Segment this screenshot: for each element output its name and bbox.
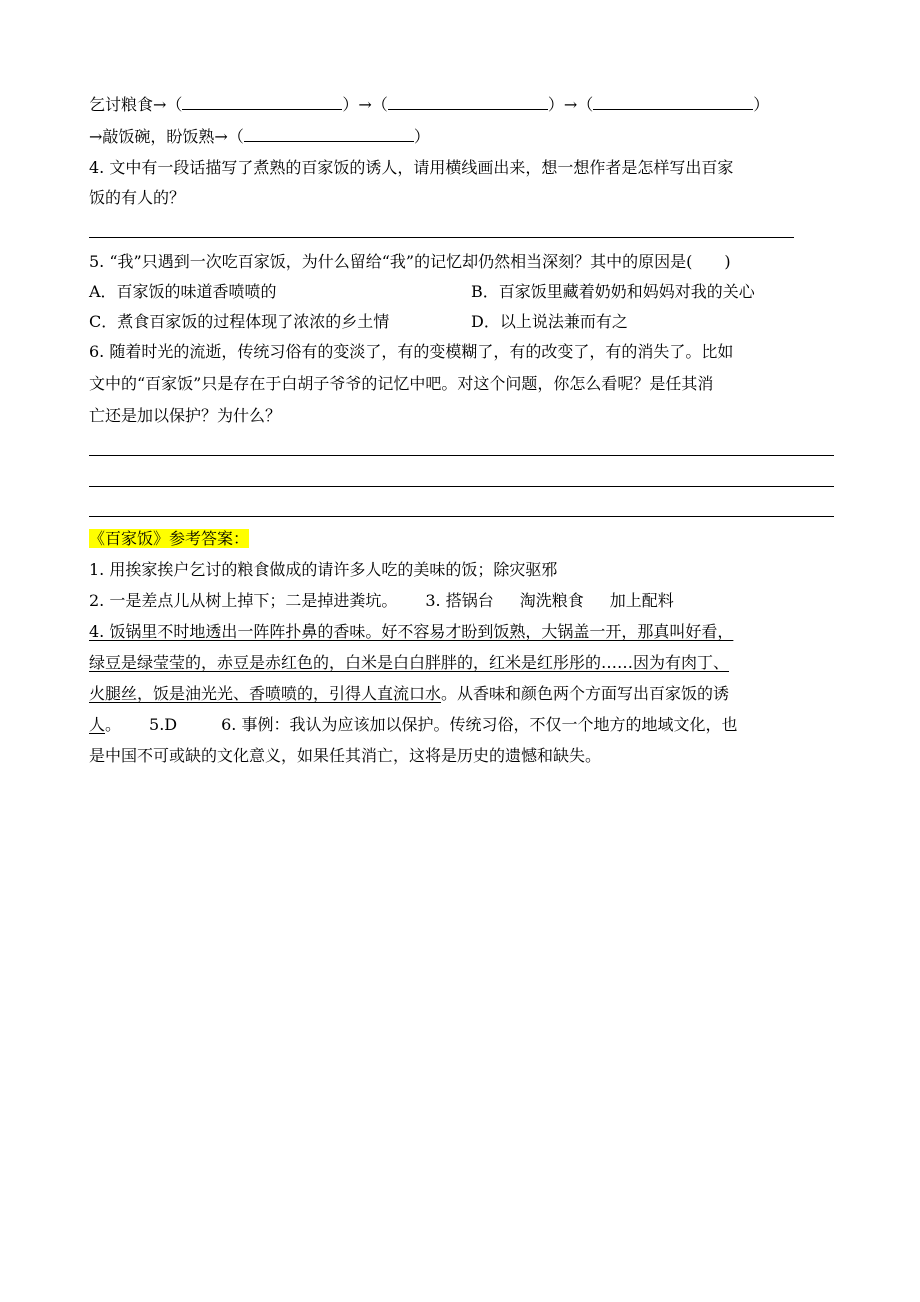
q5-options-row-1: [89, 279, 834, 305]
answer-4-underlined-3: 火腿丝，饭是油光光、香喷喷的，引得人直流口水: [89, 684, 442, 703]
q3-chain-line-1: [89, 92, 834, 118]
answer-4-text-1: 4. 饭锅里不时地透出一阵阵扑鼻的香味。好不容易才盼到饭熟，大锅盖一开，那真叫好看，: [89, 622, 734, 641]
answer-2-3-line: [89, 588, 834, 614]
answer-6-line-1: 6. 事例：我认为应该加以保护。传统习俗，不仅一个地方的地域文化，也: [221, 715, 738, 734]
q4-question-line-2: 饭的有人的？: [89, 188, 186, 207]
q5-option-b[interactable]: B．百家饭里藏着奶奶和妈妈对我的关心: [471, 282, 755, 301]
q6-question-line-2: 文中的“百家饭”只是存在于白胡子爷爷的记忆中吧。对这个问题，你怎么看呢？是任其消: [89, 374, 714, 393]
answer-4-line-2: [89, 650, 834, 676]
answer-4-text-4: 。: [105, 715, 122, 734]
q3-blank-4[interactable]: [244, 124, 414, 142]
q3-chain-start-2: →敲饭碗，盼饭熟→（: [89, 127, 244, 146]
answer-4-text-3: 。从香味和颜色两个方面写出百家饭的诱: [441, 684, 730, 703]
answer-6-line-2: 是中国不可或缺的文化意义，如果任其消亡，这将是历史的遗憾和缺失。: [89, 746, 602, 765]
answer-5: 5.D: [149, 715, 178, 734]
q4-answer-line[interactable]: [89, 237, 794, 238]
answers-heading-line: [89, 526, 834, 552]
q3-blank-2[interactable]: [388, 92, 548, 110]
answer-3-step-2: 淘洗粮食: [519, 591, 584, 610]
answer-2: 2. 一是差点儿从树上掉下；二是掉进粪坑。: [89, 591, 398, 610]
q5-options-row-2: [89, 309, 834, 335]
q3-chain-mid-1: ）→（: [342, 95, 388, 114]
q4-question-line-1: 4. 文中有一段话描写了煮熟的百家饭的诱人，请用横线画出来，想一想作者是怎样写出百家: [89, 158, 734, 177]
q5-option-c[interactable]: C．煮食百家饭的过程体现了浓浓的乡土情: [89, 312, 390, 331]
answer-3-step-3: 加上配料: [609, 591, 674, 610]
q3-chain-mid-2: ）→（: [547, 95, 594, 114]
answer-4-underlined-4: 人: [89, 715, 106, 734]
q5-option-a[interactable]: A．百家饭的味道香喷喷的: [89, 282, 277, 301]
q3-chain-start: 乞讨粮食→（: [89, 95, 183, 114]
q3-chain-end: ）: [753, 95, 770, 114]
q6-question-line-3: 亡还是加以保护？为什么？: [89, 406, 282, 425]
q6-question-line-1: 6. 随着时光的流逝，传统习俗有的变淡了，有的变模糊了，有的改变了，有的消失了。比如: [89, 342, 734, 361]
q3-chain-end-2: ）: [413, 127, 430, 146]
answers-heading: 《百家饭》参考答案：: [89, 529, 250, 548]
answer-4-line-1: [89, 619, 834, 645]
q6-answer-line-1[interactable]: [89, 455, 834, 456]
q3-blank-1[interactable]: [182, 92, 342, 110]
q5-question-stem: 5. “我”只遇到一次吃百家饭，为什么留给“我”的记忆却仍然相当深刻？其中的原因是( ): [89, 252, 731, 271]
q5-option-d[interactable]: D．以上说法兼而有之: [471, 312, 628, 331]
answer-4-line-3: [89, 681, 834, 707]
answer-4-text-2: 绿豆是绿莹莹的，赤豆是赤红色的，白米是白白胖胖的，红米是红彤彤的……因为有肉丁、: [89, 653, 730, 672]
q6-answer-line-3[interactable]: [89, 516, 834, 517]
q3-chain-line-2: [89, 124, 834, 150]
answer-1: 1. 用挨家挨户乞讨的粮食做成的请许多人吃的美味的饭；除灾驱邪: [89, 560, 558, 579]
answer-3-label: 3. 搭锅台: [425, 591, 494, 610]
answer-4-5-6-line: [89, 712, 834, 738]
q3-blank-3[interactable]: [593, 92, 753, 110]
q6-answer-line-2[interactable]: [89, 486, 834, 487]
